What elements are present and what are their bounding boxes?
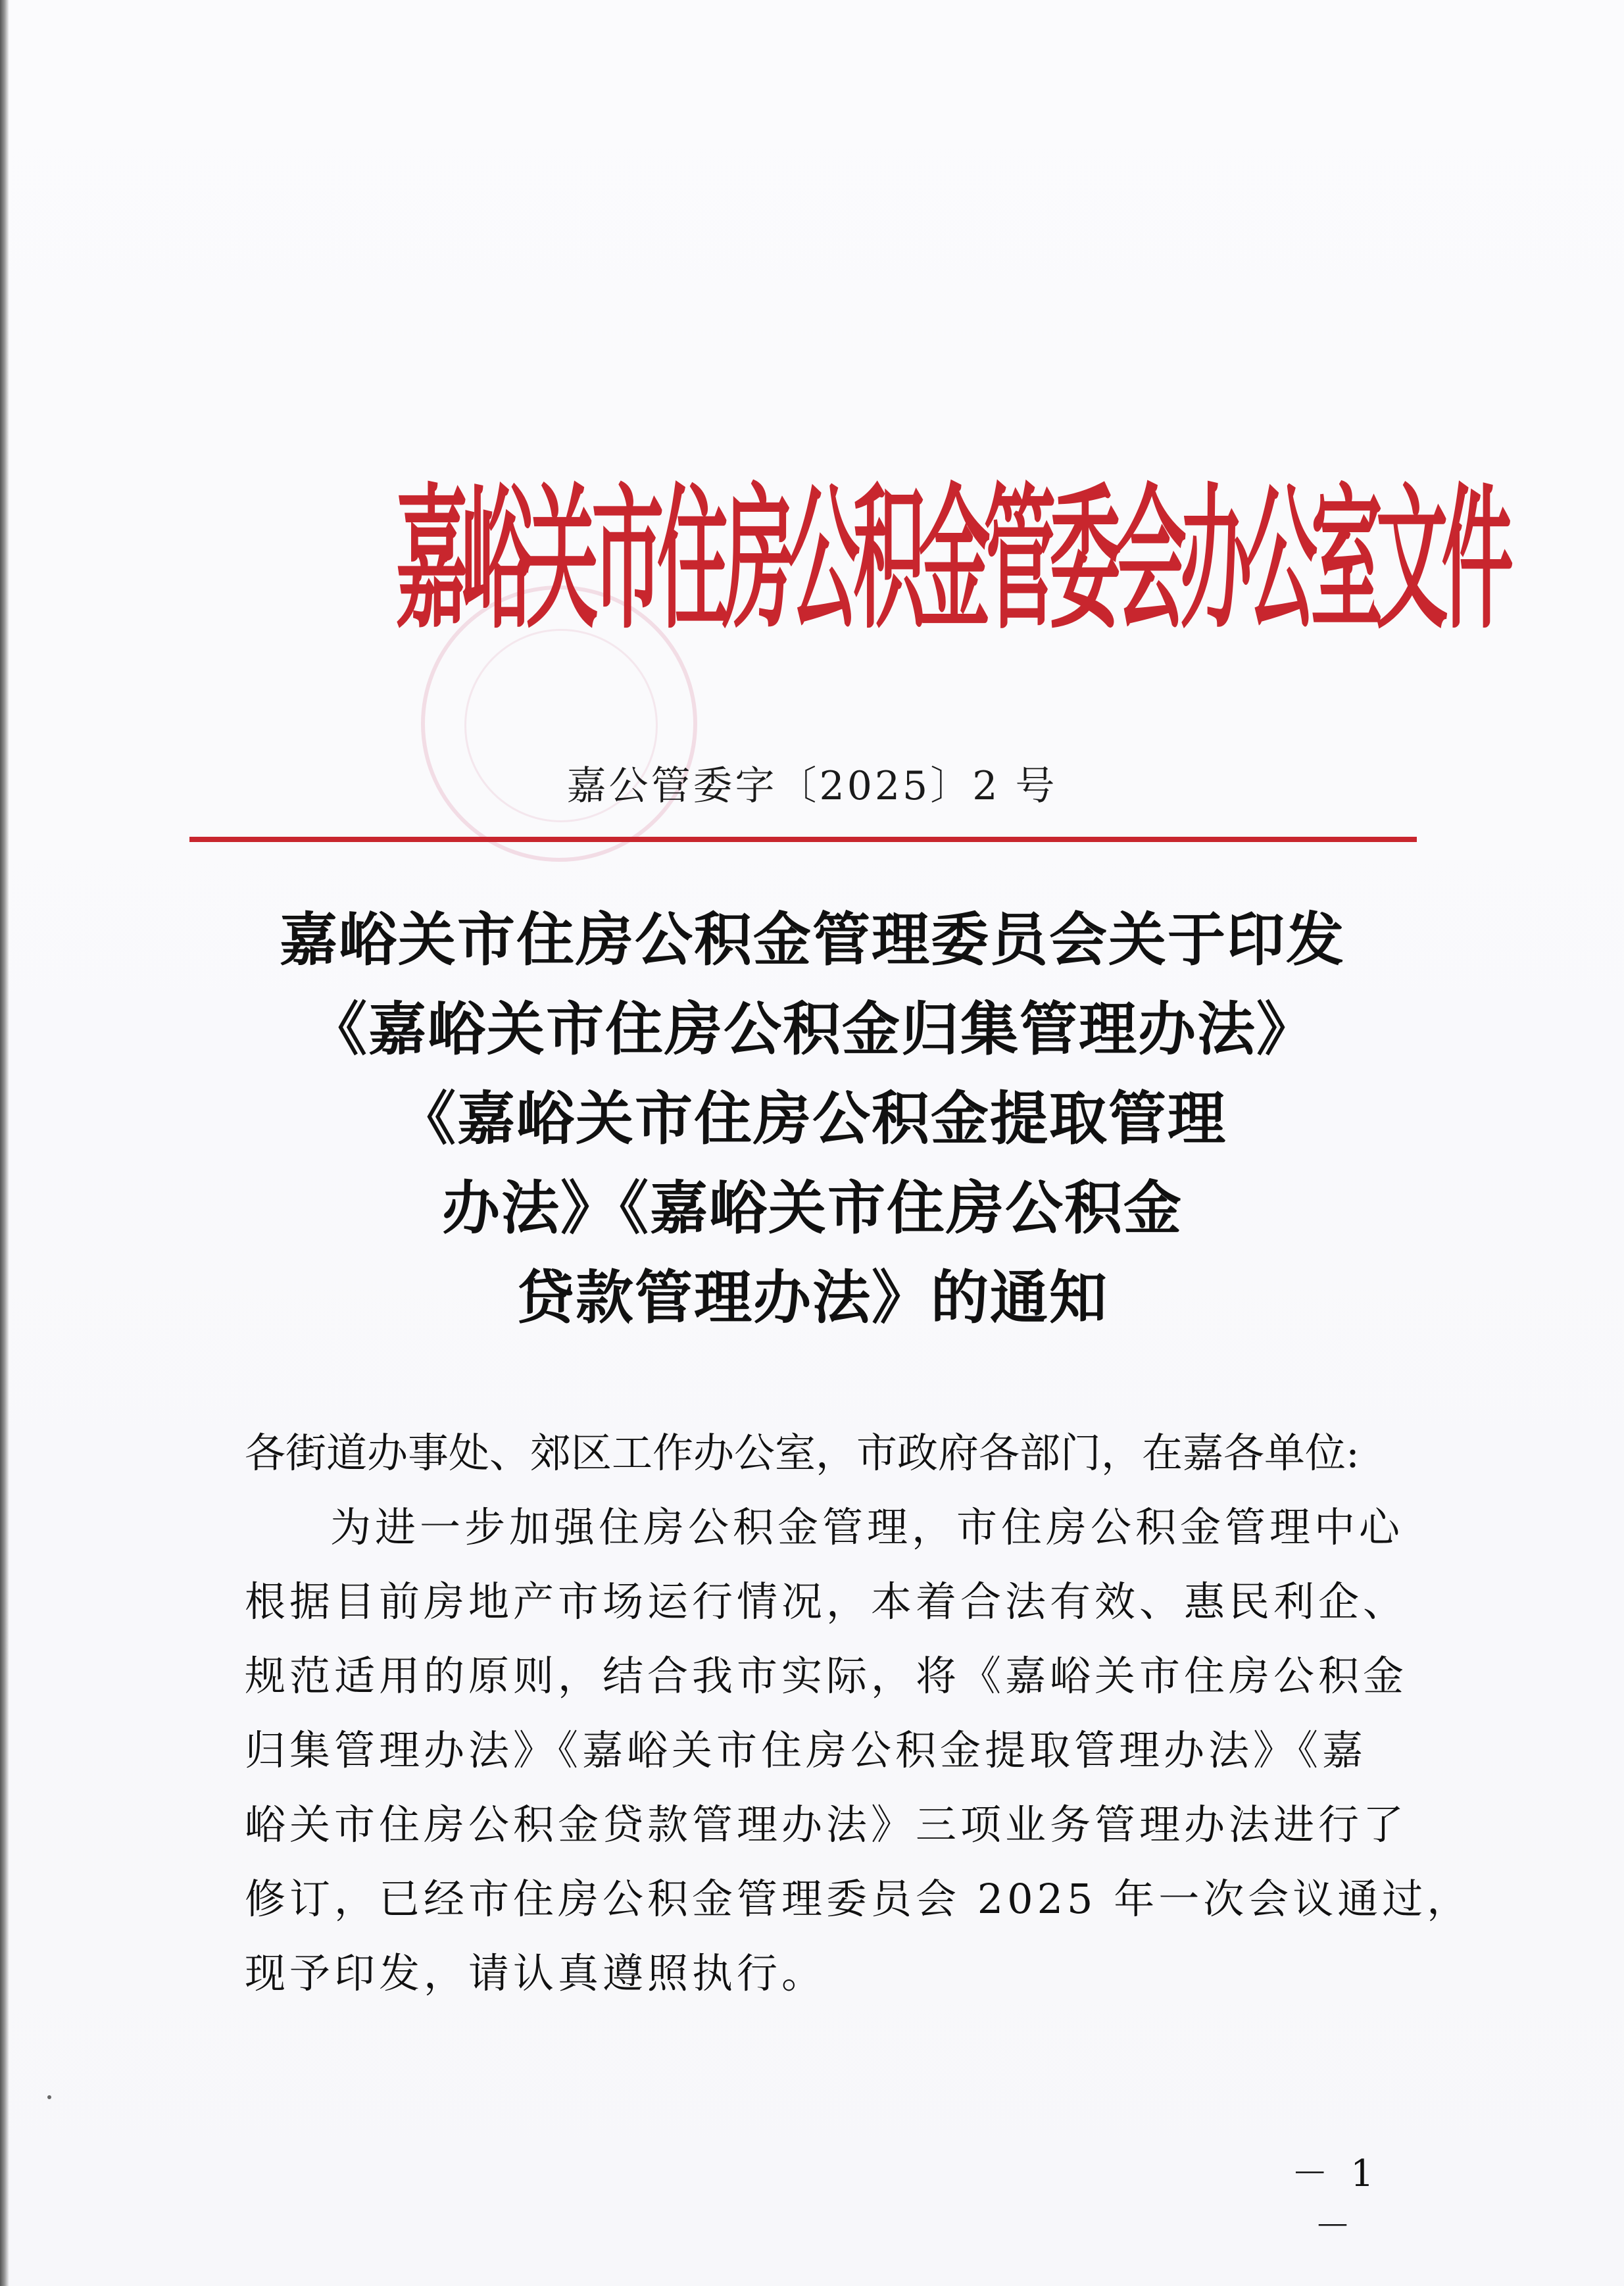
notice-title-line: 办法》《嘉峪关市住房公积金 — [441, 1174, 1183, 1242]
scan-speck — [47, 2095, 51, 2099]
body-text — [245, 1416, 1472, 2010]
paragraph-line: 现予印发，请认真遵照执行。 — [245, 1949, 827, 1997]
paragraph-line: 峪关市住房公积金贷款管理办法》三项业务管理办法进行了 — [245, 1801, 1408, 1849]
notice-title-line: 贷款管理办法》的通知 — [516, 1263, 1108, 1331]
notice-title-line: 《嘉峪关市住房公积金提取管理 — [397, 1084, 1227, 1153]
notice-title-line: 嘉峪关市住房公积金管理委员会关于印发 — [279, 905, 1345, 974]
red-header-title: 嘉峪关市住房公积金管委会办公室文件 — [395, 467, 1507, 650]
document-number: 嘉公管委字〔2025〕2 号 — [566, 763, 1058, 809]
paragraph-line: 修订，已经市住房公积金管理委员会 2025 年一次会议通过， — [245, 1875, 1472, 1923]
paragraph-line: 规范适用的原则，结合我市实际，将《嘉峪关市住房公积金 — [245, 1652, 1408, 1700]
paragraph-line: 归集管理办法》《嘉峪关市住房公积金提取管理办法》《嘉 — [245, 1726, 1367, 1774]
notice-title — [217, 895, 1408, 1342]
page-number: － 1 － — [1291, 2152, 1379, 2248]
paragraph-line: 根据目前房地产市场运行情况，本着合法有效、惠民利企、 — [245, 1578, 1408, 1626]
scan-edge-shadow — [0, 0, 9, 2286]
salutation: 各街道办事处、郊区工作办公室，市政府各部门，在嘉各单位: — [245, 1429, 1360, 1477]
notice-title-line: 《嘉峪关市住房公积金归集管理办法》 — [308, 995, 1316, 1063]
red-separator-line — [189, 837, 1417, 842]
paragraph-line: 为进一步加强住房公积金管理，市住房公积金管理中心 — [330, 1503, 1404, 1551]
